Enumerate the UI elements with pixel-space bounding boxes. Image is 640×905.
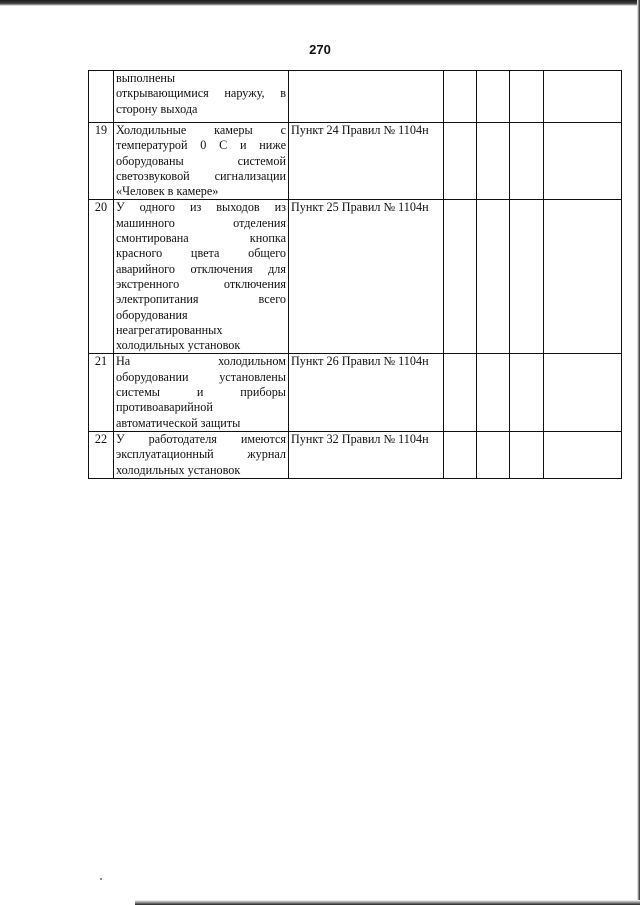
requirement-line: смонтирована кнопка	[116, 231, 286, 246]
requirement-line: Холодильные камеры с	[116, 123, 286, 137]
answer-yes-cell	[444, 431, 477, 478]
answer-na-cell	[510, 123, 544, 200]
table-row	[89, 431, 622, 478]
reference-cell: Пункт 24 Правил № 1104н	[289, 123, 444, 200]
row-number-cell: 21	[89, 354, 114, 431]
answer-no-cell	[477, 200, 510, 354]
requirement-line: выполнены	[116, 71, 176, 85]
row-number-cell: 20	[89, 200, 114, 354]
page-number: 270	[309, 42, 331, 57]
answer-yes-cell	[444, 354, 477, 431]
row-number-cell: 22	[89, 431, 114, 478]
requirement-line: аварийного отключения для	[116, 261, 286, 276]
requirement-line: системы и приборы	[116, 385, 286, 400]
requirement-line: машинного отделения	[116, 215, 286, 230]
requirement-line: У работодателя имеются	[116, 431, 286, 446]
reference-cell: Пункт 32 Правил № 1104н	[289, 431, 444, 478]
answer-no-cell	[477, 431, 510, 478]
table-row	[89, 123, 622, 200]
table-row	[89, 71, 622, 123]
answer-yes-cell	[444, 200, 477, 354]
reference-cell: Пункт 25 Правил № 1104н	[289, 200, 444, 354]
answer-na-cell	[510, 354, 544, 431]
requirement-line: противоаварийной	[116, 400, 213, 415]
answer-yes-cell	[444, 123, 477, 200]
requirement-line: холодильных установок	[116, 338, 241, 353]
scan-edge-bottom	[135, 900, 640, 905]
requirement-line: сторону выхода	[116, 101, 198, 116]
requirement-cell	[114, 354, 289, 431]
notes-cell	[544, 123, 622, 200]
answer-no-cell	[477, 123, 510, 200]
requirement-cell	[114, 431, 289, 478]
requirement-line: оборудования	[116, 307, 188, 322]
requirement-line: У одного из выходов из	[116, 200, 286, 215]
scan-speck	[100, 878, 102, 880]
checklist-table	[88, 70, 622, 479]
table-row	[89, 200, 622, 354]
answer-na-cell	[510, 200, 544, 354]
answer-yes-cell	[444, 71, 477, 123]
requirement-line: температурой 0 С и ниже	[116, 138, 286, 153]
row-number-cell	[89, 71, 114, 123]
requirement-line: На холодильном	[116, 354, 286, 369]
requirement-line: автоматической защиты	[116, 415, 241, 430]
requirement-line: «Человек в камере»	[116, 184, 219, 199]
requirement-line: оборудовании установлены	[116, 369, 286, 384]
row-number-cell: 19	[89, 123, 114, 200]
scan-edge-top	[0, 0, 640, 6]
answer-na-cell	[510, 71, 544, 123]
requirement-line: эксплуатационный журнал	[116, 447, 286, 462]
requirement-line: холодильных установок	[116, 462, 241, 477]
notes-cell	[544, 200, 622, 354]
reference-cell: Пункт 26 Правил № 1104н	[289, 354, 444, 431]
answer-na-cell	[510, 431, 544, 478]
requirement-line: неагрегатированных	[116, 322, 223, 337]
requirement-line: оборудованы системой	[116, 153, 286, 168]
requirement-cell	[114, 71, 289, 123]
notes-cell	[544, 354, 622, 431]
requirement-line: красного цвета общего	[116, 246, 286, 261]
reference-cell	[289, 71, 444, 123]
requirement-line: светозвуковой сигнализации	[116, 168, 286, 183]
notes-cell	[544, 431, 622, 478]
requirement-line: электропитания всего	[116, 292, 286, 307]
table-row	[89, 354, 622, 431]
requirement-cell	[114, 200, 289, 354]
answer-no-cell	[477, 71, 510, 123]
answer-no-cell	[477, 354, 510, 431]
requirement-cell	[114, 123, 289, 200]
requirement-line: открывающимися наружу, в	[116, 86, 286, 101]
requirement-line: экстренного отключения	[116, 276, 286, 291]
notes-cell	[544, 71, 622, 123]
